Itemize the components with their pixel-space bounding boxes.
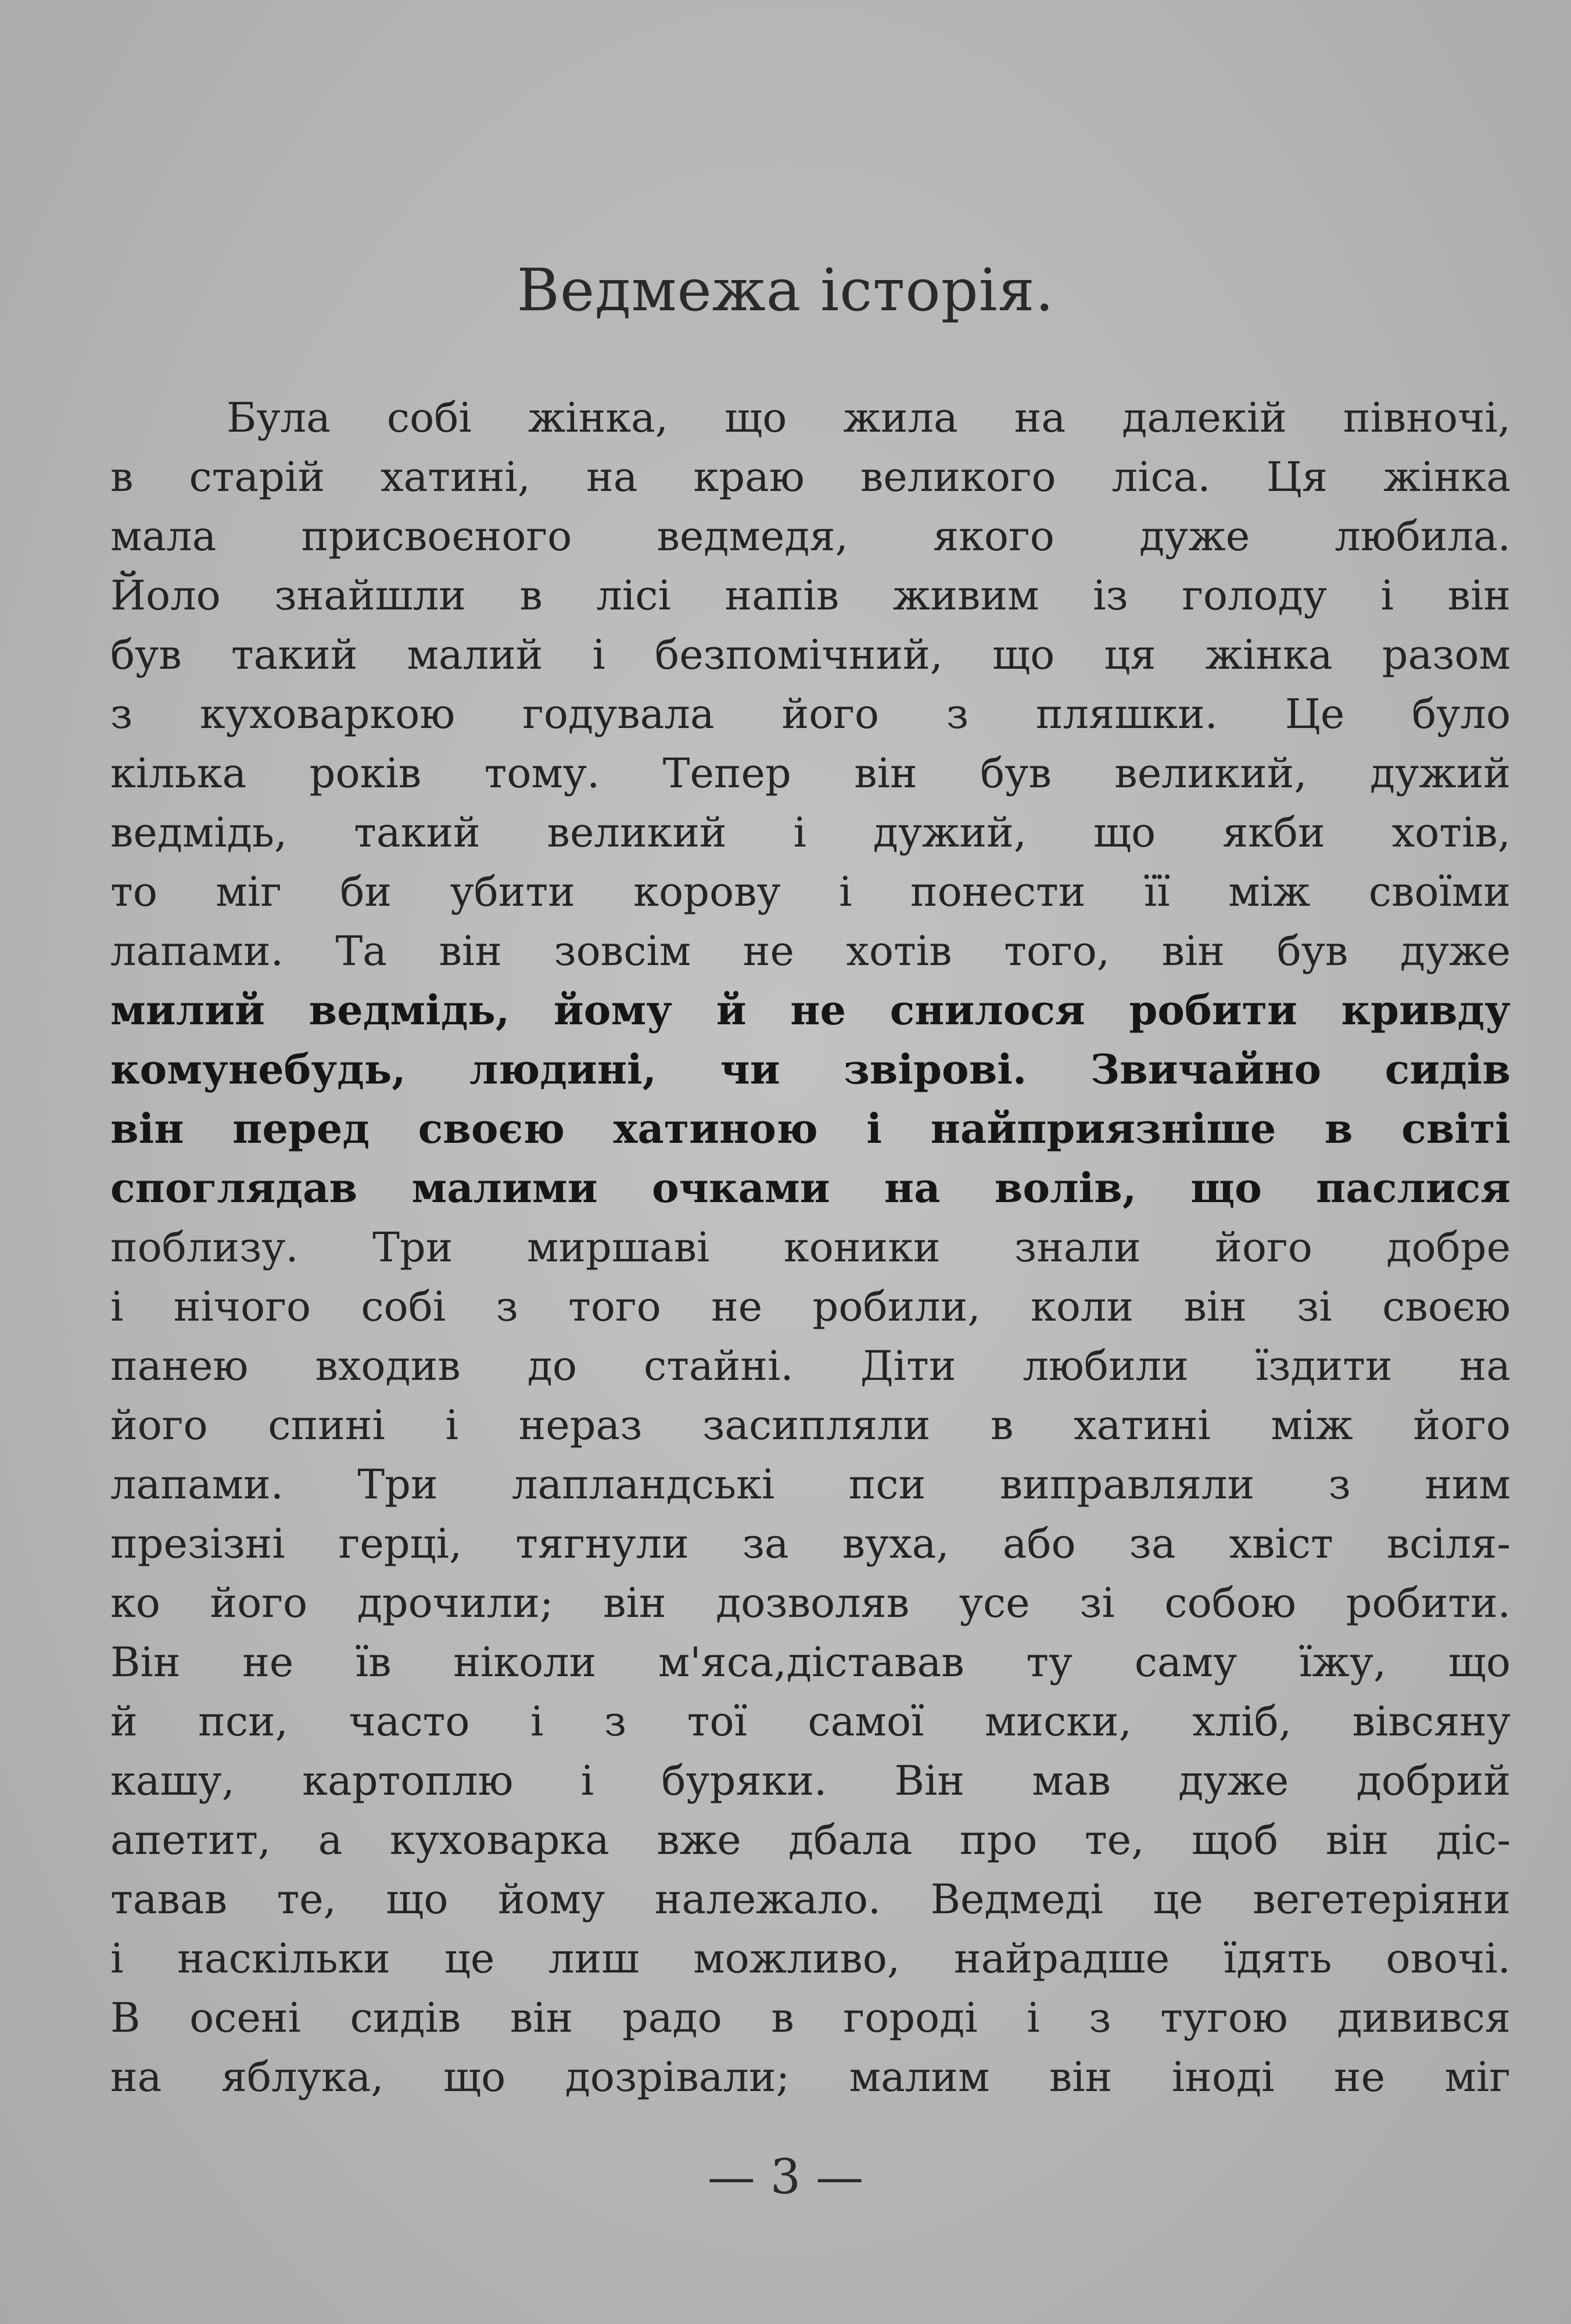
text-line: Йоло знайшли в лісі напів живим із голоду і він xyxy=(110,572,1511,619)
story-title: Ведмежа історія. xyxy=(517,256,1054,324)
text-line: Була собі жінка, що жила на далекій півночі, xyxy=(227,394,1511,442)
text-line: споглядав малими очками на волів, що паслися xyxy=(110,1164,1511,1212)
page-number: — 3 — xyxy=(707,2150,864,2205)
text-line: В осені сидів він радо в городі і з тугою дивився xyxy=(110,1994,1511,2042)
story-text xyxy=(110,388,1511,2107)
text-line: комунебудь, людині, чи звірові. Звичайно сидів xyxy=(110,1045,1511,1093)
text-line: презізні герці, тягнули за вуха, або за хвіст всіля- xyxy=(110,1520,1511,1568)
text-line: на яблука, що дозрівали; малим він іноді не міг xyxy=(110,2053,1511,2101)
text-line: мала присвоєного ведмедя, якого дуже любила. xyxy=(110,512,1511,560)
text-line: був такий малий і безпомічний, що ця жінка разом xyxy=(110,631,1511,679)
text-line: то міг би убити корову і понести її між своїми xyxy=(110,868,1511,916)
text-line: лапами. Три лапландські пси виправляли з ним xyxy=(110,1461,1511,1508)
text-line: поблизу. Три миршаві коники знали його добре xyxy=(110,1224,1511,1271)
text-line: апетит, а куховарка вже дбала про те, щоб він діс- xyxy=(110,1816,1511,1864)
text-line: милий ведмідь, йому й не снилося робити кривду xyxy=(110,986,1511,1034)
text-line: з куховаркою годувала його з пляшки. Це було xyxy=(110,690,1511,738)
text-line: кілька років тому. Тепер він був великий, дужий xyxy=(110,749,1511,797)
text-line: він перед своєю хатиною і найприязніше в світі xyxy=(110,1104,1511,1153)
text-line: ведмідь, такий великий і дужий, що якби хотів, xyxy=(110,809,1511,856)
text-line: й пси, часто і з тої самої миски, хліб, вівсяну xyxy=(110,1698,1511,1745)
text-line: Він не їв ніколи м'яса,діставав ту саму їжу, що xyxy=(110,1638,1511,1686)
text-line: тавав те, що йому належало. Ведмеді це вегетеріяни xyxy=(110,1875,1511,1923)
text-line: ко його дрочили; він дозволяв усе зі собою робити. xyxy=(110,1579,1511,1627)
text-line: і наскільки це лиш можливо, найрадше їдять овочі. xyxy=(110,1935,1511,1982)
text-line: його спині і нераз засипляли в хатині між його xyxy=(110,1401,1511,1449)
text-line: і нічого собі з того не робили, коли він зі своєю xyxy=(110,1283,1511,1330)
text-line: в старій хатині, на краю великого ліса. Ця жінка xyxy=(110,453,1511,501)
text-line: лапами. Та він зовсім не хотів того, він був дуже xyxy=(110,927,1511,975)
text-line: кашу, картоплю і буряки. Він мав дуже добрий xyxy=(110,1757,1511,1805)
text-line: панею входив до стайні. Діти любили їздити на xyxy=(110,1342,1511,1390)
